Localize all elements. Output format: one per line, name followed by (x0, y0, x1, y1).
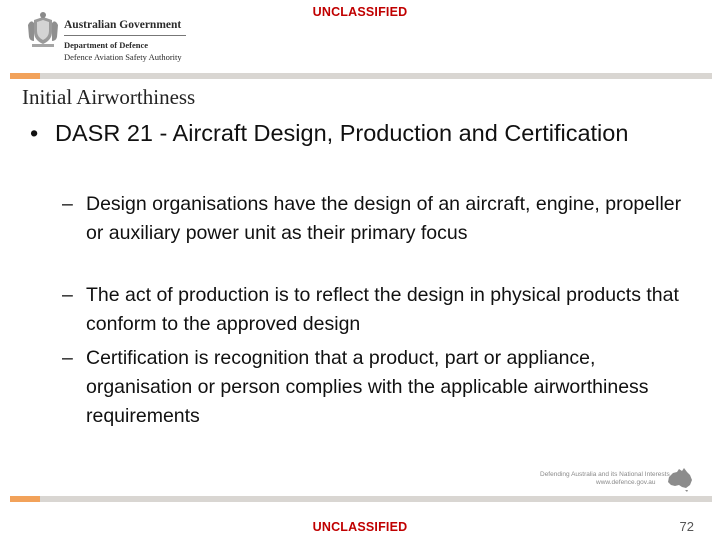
main-bullet-text: DASR 21 - Aircraft Design, Production and Certification (55, 120, 629, 146)
section-title: Initial Airworthiness (22, 85, 196, 109)
footer-divider-bar (10, 496, 712, 502)
header-divider-bar (10, 73, 712, 79)
australian-government-logo (26, 11, 196, 61)
header-divider-accent (10, 73, 40, 79)
sub-bullet-marker: – (62, 347, 73, 369)
sub-bullet-marker: – (62, 284, 73, 306)
classification-marking-top: UNCLASSIFIED (312, 5, 408, 19)
logo-authority-text: Defence Aviation Safety Authority (64, 52, 182, 62)
commonwealth-crest-icon (26, 11, 60, 49)
bullet-marker: • (30, 120, 39, 146)
logo-government-text: Australian Government (64, 19, 182, 31)
logo-divider (64, 35, 186, 36)
page-number: 72 (679, 519, 694, 534)
logo-department-text: Department of Defence (64, 40, 149, 50)
sub-bullet-marker: – (62, 193, 73, 215)
footer-tagline-text: Defending Australia and its National Interests (540, 471, 670, 478)
sub-bullet-text: Design organisations have the design of an aircraft, engine, propeller or auxiliary power unit as their primary focus (86, 193, 682, 244)
australia-map-icon (666, 466, 694, 492)
sub-bullet-text: Certification is recognition that a product, part or appliance, organisation or person complies with the applicable airworthiness requirements (86, 347, 649, 427)
footer-website-text: www.defence.gov.au (596, 479, 656, 486)
footer-divider-accent (10, 496, 40, 502)
classification-marking-bottom: UNCLASSIFIED (312, 520, 408, 534)
sub-bullet-text: The act of production is to reflect the design in physical products that conform to the approved design (86, 284, 679, 335)
